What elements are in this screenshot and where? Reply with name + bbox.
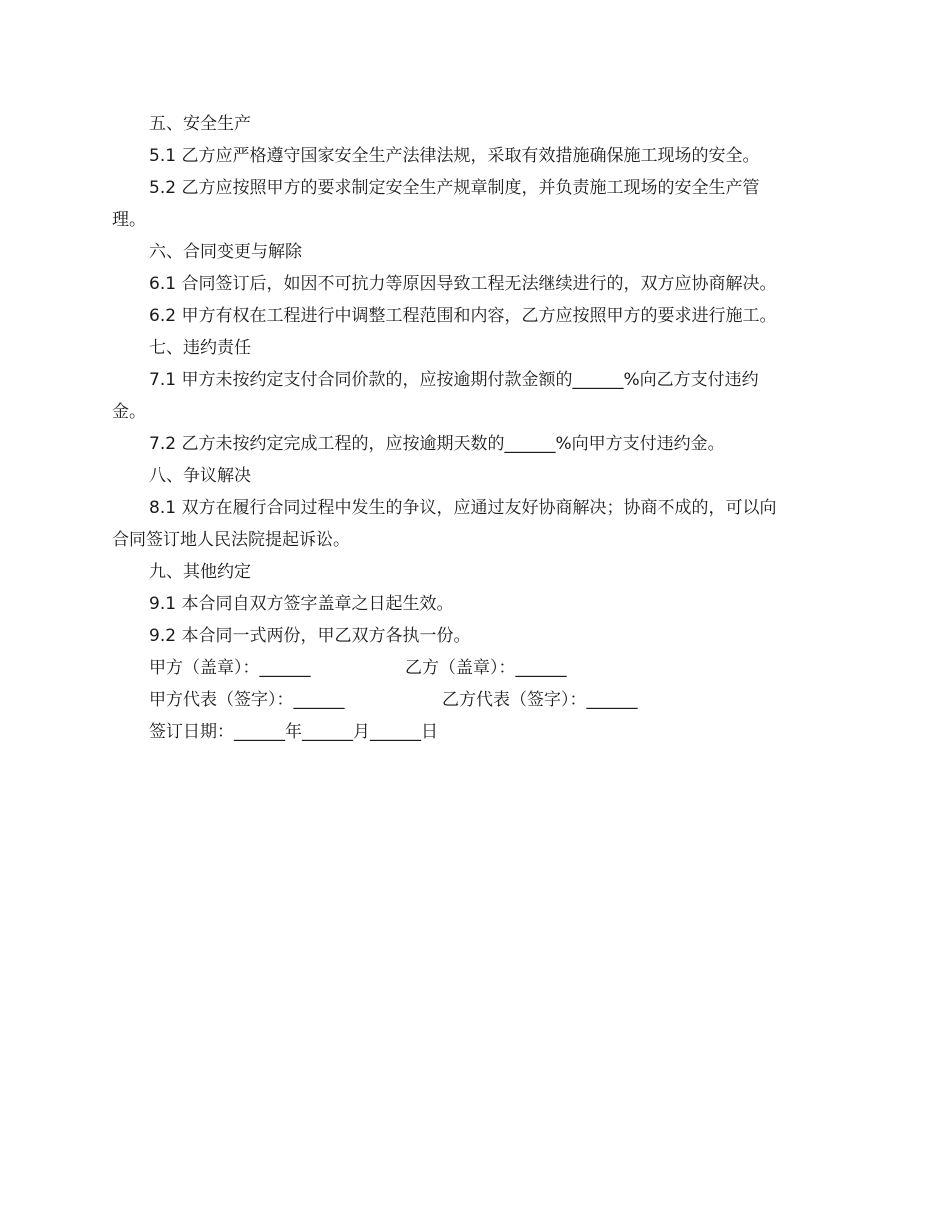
contract-page xyxy=(112,108,842,748)
section-heading-liability: 七、违约责任 xyxy=(149,338,251,358)
clause-7-1-line2: 金。 xyxy=(112,402,146,422)
clause-8-1-line2: 合同签订地人民法院提起诉讼。 xyxy=(112,530,350,550)
clause-9-2: 9.2 本合同一式两份，甲乙双方各执一份。 xyxy=(149,626,471,646)
clause-5-2-line1: 5.2 乙方应按照甲方的要求制定安全生产规章制度，并负责施工现场的安全生产管 xyxy=(149,178,760,198)
clause-7-1-line1: 7.1 甲方未按约定支付合同价款的，应按逾期付款金额的______%向乙方支付违约 xyxy=(149,370,759,390)
clause-5-1: 5.1 乙方应严格遵守国家安全生产法律法规，采取有效措施确保施工现场的安全。 xyxy=(149,146,760,166)
section-heading-dispute: 八、争议解决 xyxy=(149,466,251,486)
section-heading-safety: 五、安全生产 xyxy=(149,114,251,134)
sign-date-field[interactable]: 签订日期：______年______月______日 xyxy=(149,722,438,742)
section-heading-other: 九、其他约定 xyxy=(149,562,251,582)
signature-row xyxy=(112,684,842,716)
party-a-seal-field[interactable]: 甲方（盖章）：______ xyxy=(149,658,311,678)
seal-row xyxy=(112,652,842,684)
clause-6-2: 6.2 甲方有权在工程进行中调整工程范围和内容，乙方应按照甲方的要求进行施工。 xyxy=(149,306,777,326)
party-b-seal-field[interactable]: 乙方（盖章）：______ xyxy=(405,658,567,678)
clause-7-2: 7.2 乙方未按约定完成工程的，应按逾期天数的______%向甲方支付违约金。 xyxy=(149,434,725,454)
section-heading-change: 六、合同变更与解除 xyxy=(149,242,302,262)
party-a-rep-field[interactable]: 甲方代表（签字）：______ xyxy=(149,690,345,710)
clause-5-2-line2: 理。 xyxy=(112,210,146,230)
clause-9-1: 9.1 本合同自双方签字盖章之日起生效。 xyxy=(149,594,454,614)
clause-8-1-line1: 8.1 双方在履行合同过程中发生的争议，应通过友好协商解决；协商不成的，可以向 xyxy=(149,498,777,518)
clause-6-1: 6.1 合同签订后，如因不可抗力等原因导致工程无法继续进行的，双方应协商解决。 xyxy=(149,274,777,294)
party-b-rep-field[interactable]: 乙方代表（签字）：______ xyxy=(442,690,638,710)
